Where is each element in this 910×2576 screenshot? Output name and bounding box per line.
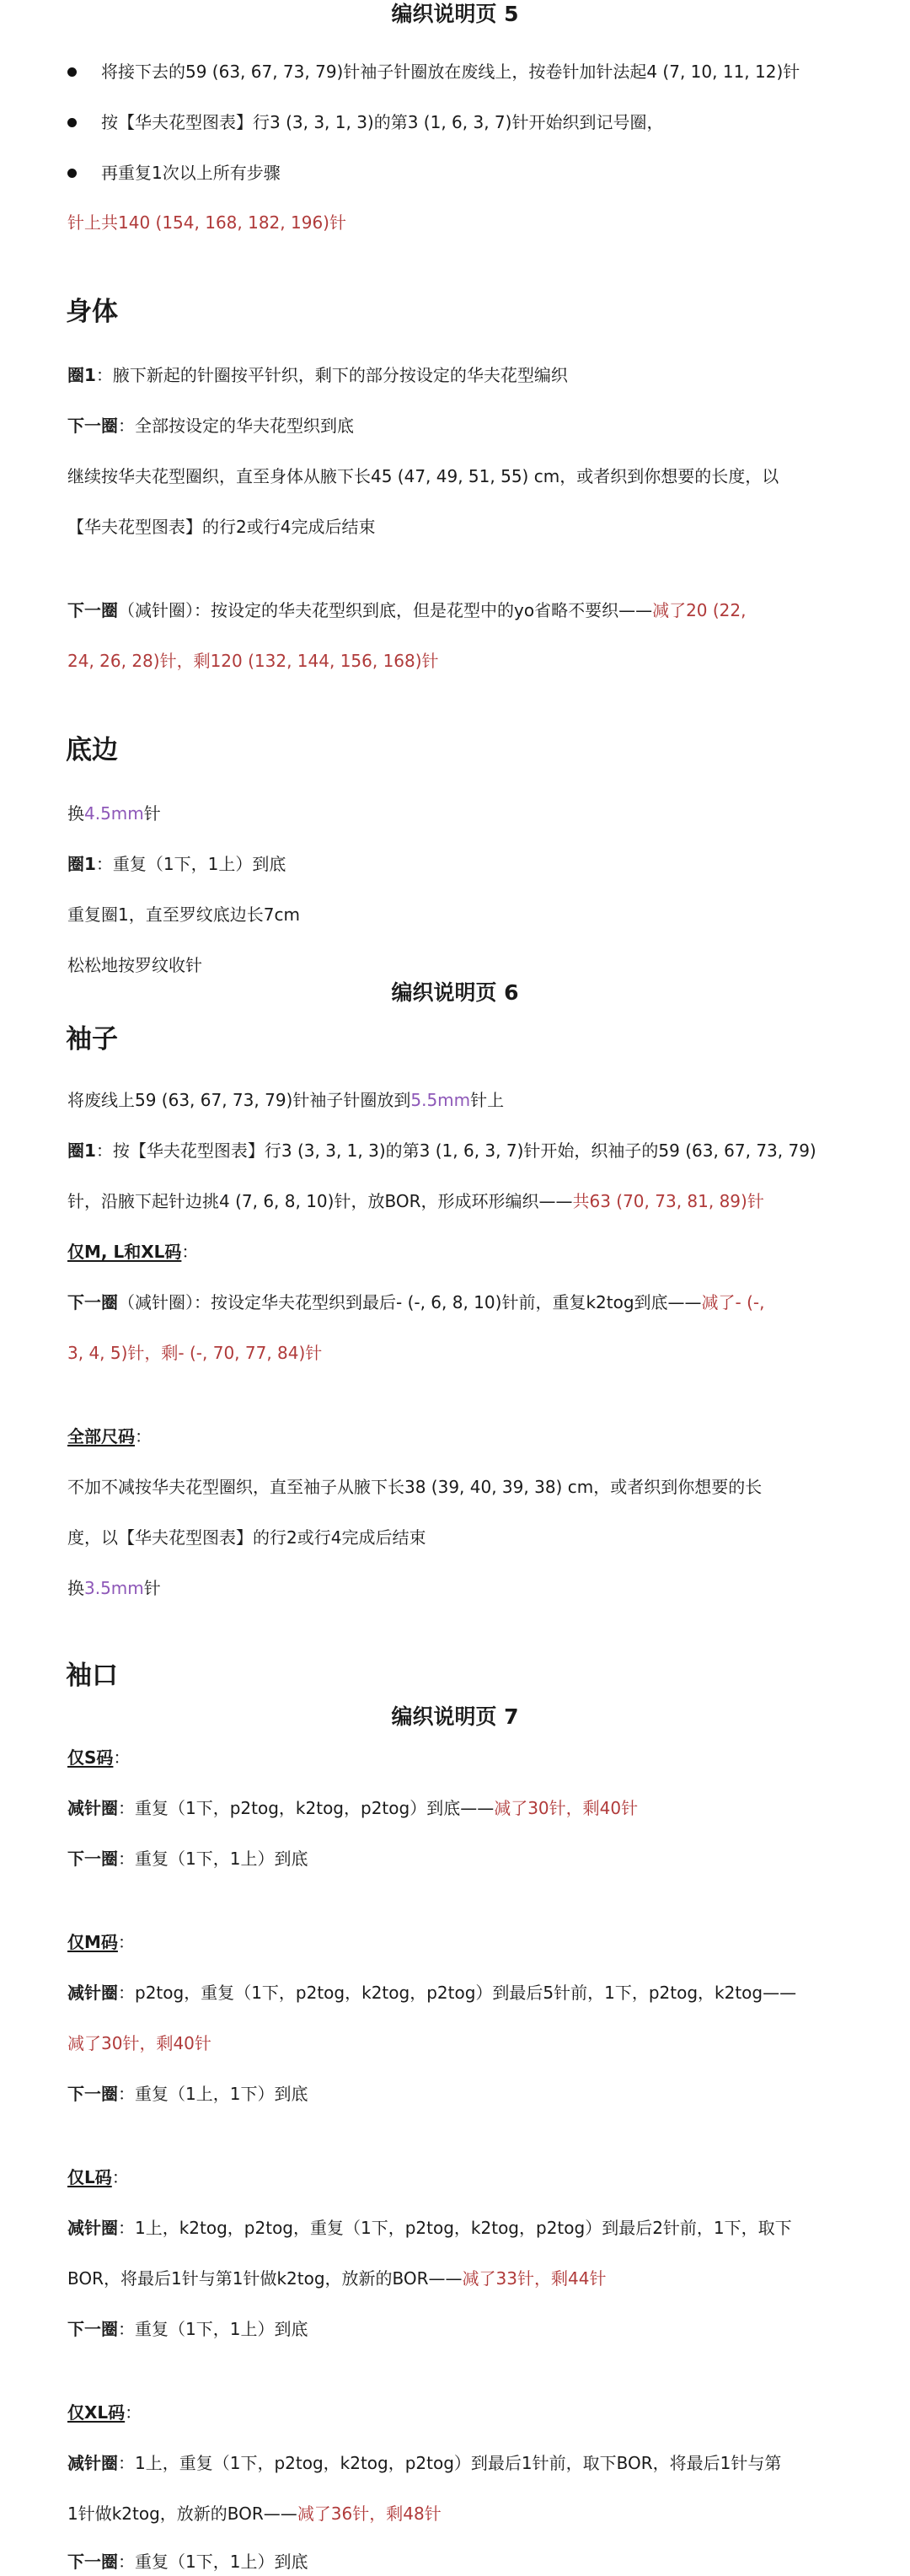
round-text: ：重复（1下，p2tog，k2tog，p2tog）到底—— [118, 1798, 495, 1818]
round-text: ：p2tog，重复（1下，p2tog，k2tog，p2tog）到最后5针前，1下，p2tog，k2tog—— [118, 1983, 797, 2003]
round-text: ：1上，k2tog，p2tog，重复（1下，p2tog，k2tog，p2tog）到最后2针前，1下，取下 [118, 2218, 792, 2238]
size-heading-all [67, 1426, 152, 1446]
size-label: 仅M, L和XL码 [67, 1242, 182, 1262]
decrease-result: 减了33针，剩44针 [462, 2268, 607, 2289]
xl-decrease-round [67, 2453, 781, 2473]
m-next-round [67, 2084, 308, 2104]
round-label: 下一圈 [67, 416, 118, 436]
text: ： [113, 1747, 131, 1768]
round-text: 1针做k2tog，放新的BOR—— [67, 2504, 297, 2524]
size-label: 仅S码 [67, 1747, 114, 1768]
round-text: （减针圈）：按设定华夫花型织到最后- (-, 6, 8, 10)针前，重复k2tog到底—— [118, 1292, 702, 1312]
decrease-result-cont: 24, 26, 28)针，剩120 (132, 144, 156, 168)针 [67, 651, 439, 671]
size-heading-s [67, 1747, 130, 1768]
round-text: （减针圈）：按设定的华夫花型织到底，但是花型中的yo省略不要织—— [118, 600, 653, 620]
sleeve-needle-change [67, 1578, 161, 1598]
round-text: ：重复（1下，1上）到底 [118, 2552, 308, 2572]
round-label: 下一圈 [67, 1292, 118, 1312]
round-text: BOR，将最后1针与第1针做k2tog，放新的BOR—— [67, 2268, 463, 2289]
bullet-dot [67, 169, 77, 178]
section-heading-cuff: 袖口 [66, 1661, 118, 1691]
round-label: 下一圈 [67, 2084, 118, 2104]
text: 针上 [470, 1090, 505, 1110]
needle-size: 5.5mm [410, 1090, 471, 1110]
body-round-1 [67, 365, 568, 385]
xl-decrease-round-cont [67, 2504, 442, 2524]
instruction-bullet-3: 再重复1次以上所有步骤 [101, 163, 281, 183]
l-decrease-round-cont [67, 2268, 606, 2289]
round-text: ：重复（1下，1上）到底 [95, 854, 286, 874]
decrease-result: 减了30针，剩40针 [494, 1798, 639, 1818]
decrease-result: 减了20 (22, [652, 600, 747, 620]
hem-bind-off: 松松地按罗纹收针 [67, 955, 202, 975]
round-text: ：按【华夫花型图表】行3 (3, 3, 1, 3)的第3 (1, 6, 3, 7)针开始，织袖子的59 (63, 67, 73, 79) [95, 1140, 816, 1161]
decrease-result: 减了30针，剩40针 [67, 2033, 211, 2053]
round-text: 针，沿腋下起针边挑4 (7, 6, 8, 10)针，放BOR，形成环形编织—— [67, 1191, 573, 1211]
page-title-7: 编织说明页 7 [391, 1704, 519, 1729]
round-label: 圈1 [67, 1140, 96, 1161]
stitch-total: 针上共140 (154, 168, 182, 196)针 [67, 212, 346, 233]
size-heading-mlxl [67, 1242, 198, 1262]
text: 将废线上59 (63, 67, 73, 79)针袖子针圈放到 [67, 1090, 411, 1110]
instruction-bullet-2: 按【华夫花型图表】行3 (3, 3, 1, 3)的第3 (1, 6, 3, 7)针开始织到记号圈， [101, 112, 664, 132]
instruction-bullet-1: 将接下去的59 (63, 67, 73, 79)针袖子针圈放在废线上，按卷针加针法起4 (7, 10, 11, 12)针 [101, 62, 800, 82]
l-decrease-round [67, 2218, 792, 2238]
body-round-next [67, 416, 354, 436]
text: ： [135, 1426, 152, 1446]
needle-size: 4.5mm [84, 803, 144, 824]
round-label: 减针圈 [67, 1798, 118, 1818]
hem-needle-change [67, 803, 161, 824]
text: 针 [143, 803, 161, 824]
decrease-result: 减了36针，剩48针 [297, 2504, 442, 2524]
bullet-dot [67, 67, 77, 77]
stitch-total: 共63 (70, 73, 81, 89)针 [572, 1191, 764, 1211]
round-text: ：重复（1下，1上）到底 [118, 2319, 308, 2339]
text: ： [181, 1242, 199, 1262]
m-decrease-round [67, 1983, 796, 2003]
round-label: 下一圈 [67, 2552, 118, 2572]
text: 针 [143, 1578, 161, 1598]
sleeve-decrease-round [67, 1292, 764, 1312]
s-next-round [67, 1849, 308, 1869]
round-label: 减针圈 [67, 2218, 118, 2238]
round-label: 圈1 [67, 854, 96, 874]
round-label: 减针圈 [67, 2453, 118, 2473]
sleeve-transfer [67, 1090, 504, 1110]
round-text: ：重复（1下，1上）到底 [118, 1849, 308, 1869]
size-label: 仅M码 [67, 1932, 118, 1952]
size-label: 仅XL码 [67, 2402, 126, 2423]
size-heading-xl [67, 2402, 142, 2423]
body-decrease-round [67, 600, 747, 620]
l-next-round [67, 2319, 308, 2339]
section-heading-sleeve: 袖子 [66, 1024, 118, 1055]
body-continue-line-1: 继续按华夫花型圈织，直至身体从腋下长45 (47, 49, 51, 55) cm，或者织到你想要的长度，以 [67, 466, 779, 486]
sleeve-round-1 [67, 1140, 816, 1161]
section-heading-hem: 底边 [66, 735, 118, 765]
round-label: 圈1 [67, 365, 96, 385]
text: 换 [67, 803, 84, 824]
bullet-dot [67, 118, 77, 127]
hem-repeat: 重复圈1，直至罗纹底边长7cm [67, 904, 300, 925]
decrease-result-cont: 3, 4, 5)针，剩- (-, 70, 77, 84)针 [67, 1343, 323, 1363]
round-text: ：全部按设定的华夫花型织到底 [118, 416, 354, 436]
body-continue-line-2: 【华夫花型图表】的行2或行4完成后结束 [67, 517, 376, 537]
xl-next-round [67, 2552, 308, 2572]
sleeve-length-line-2: 度，以【华夫花型图表】的行2或行4完成后结束 [67, 1527, 426, 1548]
needle-size: 3.5mm [84, 1578, 144, 1598]
decrease-result: 减了- (-, [701, 1292, 765, 1312]
sleeve-round-1-cont [67, 1191, 764, 1211]
round-text: ：1上，重复（1下，p2tog，k2tog，p2tog）到最后1针前，取下BOR，将最后1针与第 [118, 2453, 782, 2473]
hem-round-1 [67, 854, 286, 874]
size-heading-m [67, 1932, 135, 1952]
page-title-5: 编织说明页 5 [391, 2, 519, 26]
text: 换 [67, 1578, 84, 1598]
round-label: 下一圈 [67, 600, 118, 620]
round-text: ：腋下新起的针圈按平针织，剩下的部分按设定的华夫花型编织 [95, 365, 568, 385]
text: ： [117, 1932, 135, 1952]
text: ： [125, 2402, 142, 2423]
round-label: 下一圈 [67, 2319, 118, 2339]
s-decrease-round [67, 1798, 638, 1818]
size-heading-l [67, 2167, 129, 2187]
page-title-6: 编织说明页 6 [391, 980, 519, 1005]
size-label: 全部尺码 [67, 1426, 135, 1446]
round-label: 减针圈 [67, 1983, 118, 2003]
section-heading-body: 身体 [66, 297, 118, 327]
size-label: 仅L码 [67, 2167, 112, 2187]
sleeve-length-line-1: 不加不减按华夫花型圈织，直至袖子从腋下长38 (39, 40, 39, 38) cm，或者织到你想要的长 [67, 1477, 763, 1497]
text: ： [111, 2167, 129, 2187]
round-label: 下一圈 [67, 1849, 118, 1869]
round-text: ：重复（1上，1下）到底 [118, 2084, 308, 2104]
